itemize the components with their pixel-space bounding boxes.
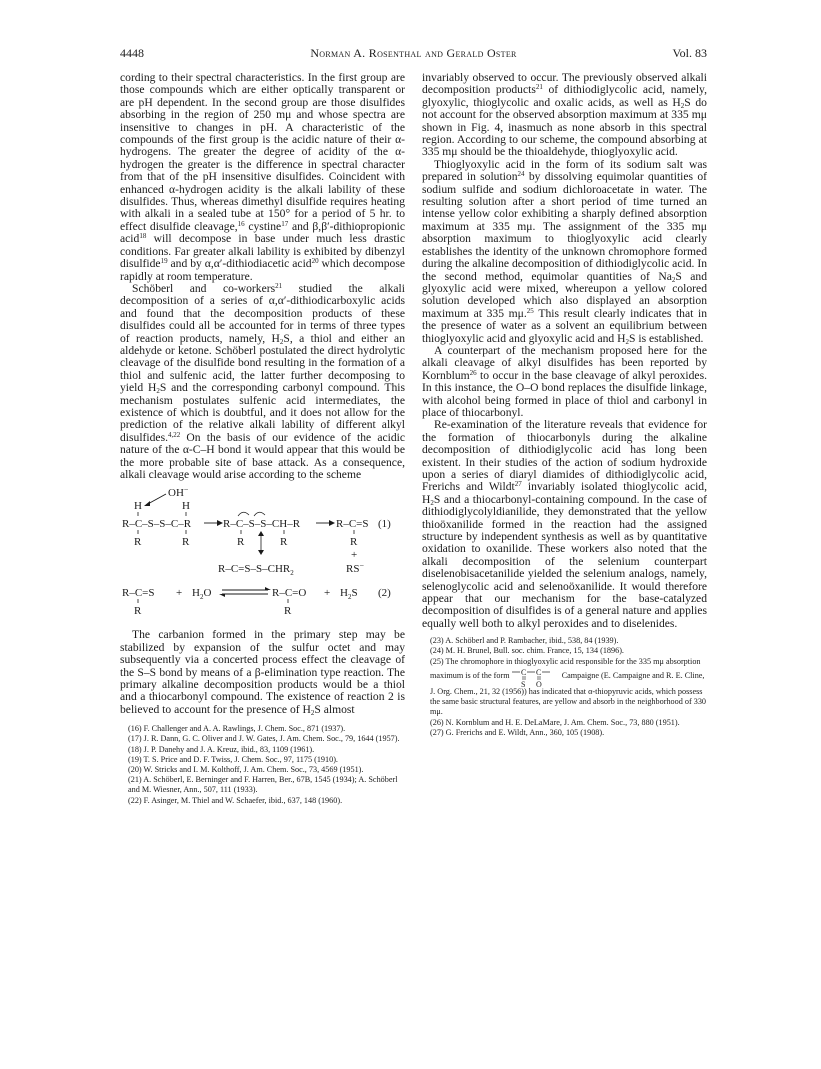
hydrogen-sulfide: $H_2S$ bbox=[340, 587, 358, 602]
svg-text:S: S bbox=[520, 679, 526, 687]
footnote: (17) J. R. Dann, G. C. Oliver and J. W. Gates, J. Am. Chem. Soc., 79, 1644 (1957). bbox=[128, 734, 400, 744]
paragraph: Thioglyoxylic acid in the form of its sodium salt was prepared in solution$^{24}$ by dissolving equimolar quantities of sodium sulfide and sodium dichloroacetate in water. The resulting solution after a short period of time turned an intense yellow color exhibiting a sharply defined absorption maximum at 335 mμ. The assignment of the 335 mμ absorption maximum to thioglyoxylic acid clearly establishes the identity of the unknown chromophore formed during the alkaline decomposition of dithiodiglycolic acid. In the second method, equimolar quantities of $Na_2S$ and glyoxylic acid were mixed, whereupon a yellow colored solution developed which also displayed an absorption maximum at 335 mμ.$^{25}$ This result clearly indicates that in the presence of water as a solvent an equilibrium between thioglyoxylic acid and glyoxylic acid and $H_2S$ is established. bbox=[422, 157, 708, 346]
hydrogen-label: H bbox=[182, 500, 190, 513]
hydrogen-label: H bbox=[134, 500, 142, 513]
paragraph: invariably observed to occur. The previously observed alkali decomposition products$^{21}$ of dithiodiglycolic acid, namely, glyoxylic, thioglycolic and oxalic acids, as well as $H_2S$ do not account for the observed absorption maximum at 335 mμ shown in Fig. 4, inasmuch as none absorb in this spectral region. According to our scheme, the compound absorbing at 335 mμ should be the thioaldehyde, thioglyoxylic acid. bbox=[422, 71, 707, 159]
hydroxide-label: OH− bbox=[168, 485, 189, 500]
footnote: (20) W. Stricks and I. M. Kolthoff, J. Am. Chem. Soc., 73, 4569 (1951). bbox=[128, 765, 364, 775]
thiolate-product: RS− bbox=[346, 561, 364, 576]
volume-number: Vol. 83 bbox=[672, 46, 707, 60]
svg-text:R: R bbox=[134, 536, 142, 549]
footnote: (26) N. Kornblum and H. E. DeLaMare, J. Am. Chem. Soc., 73, 880 (1951). bbox=[430, 717, 680, 727]
footnote: (25) The chromophore in thioglyoxylic acid responsible for the 335 mμ absorption maximum is of the form C C S O Campaigne (E. Campaigne and R. E. Cline, J. Org. Chem., 21, 32 (1956)) has indicated that α-thiopyruvic acids, which possess the same basic structural features, are yellow and absorb in the neighborhood of 330 mμ. bbox=[430, 656, 707, 717]
svg-text:+: + bbox=[176, 587, 183, 600]
footnote: (16) F. Challenger and A. A. Rawlings, J. Chem. Soc., 871 (1937). bbox=[128, 724, 346, 734]
svg-text:R: R bbox=[350, 536, 358, 549]
right-column bbox=[422, 72, 707, 738]
carbanion-intermediate: R–C–S–S–CH–R bbox=[223, 518, 301, 531]
arrow-head bbox=[144, 501, 150, 506]
svg-text:R: R bbox=[280, 536, 288, 549]
paragraph: The carbanion formed in the primary step may be stabilized by expansion of the sulfur octet and may subsequently via a concerted process effect the cleavage of the S–S bond by means of a β-elimination type reaction. The primary alkaline decomposition products would be a thiol and a thiocarbonyl compound. The existence of reaction 2 is believed to account for the presence of $H_2S$ almost bbox=[120, 628, 405, 717]
water: $H_2O$ bbox=[192, 587, 212, 602]
svg-text:+: + bbox=[351, 549, 358, 562]
svg-text:O: O bbox=[535, 679, 542, 687]
paragraph: Schöberl and co-workers$^{21}$ studied the alkali decomposition of a series of α,α′-dithiodicarboxylic acids and found that the decomposition products of these disulfides could all be accounted for in terms of three types of reaction products, namely, $H_2S$, a thiol and either an aldehyde or ketone. Schöberl postulated the direct hydrolytic cleavage of the disulfide bond resulting in the formation of a thiol and sulfenic acid, the latter further decomposing to yield $H_2S$ and the corresponding carbonyl compound. This mechanism postulates sulfenic acid intermediates, the existence of which is doubtful, and it does not allow for the prediction of the relative alkali lability of different alkyl disulfides.$^{4,22}$ On the basis of our evidence of the acidic nature of the α-C–H bond it would appear that this would be the more probable site of base attack. As a consequence, alkali cleavage would arise according to the scheme bbox=[120, 281, 406, 481]
equation-number-1: (1) bbox=[378, 518, 391, 531]
footnote: (27) G. Frerichs and E. Wildt, Ann., 360, 105 (1908). bbox=[430, 727, 605, 737]
footnote: (24) M. H. Brunel, Bull. soc. chim. France, 15, 134 (1896). bbox=[430, 646, 624, 656]
left-column bbox=[120, 72, 405, 806]
equation-number-2: (2) bbox=[378, 587, 391, 600]
reactant-disulfide: R–C–S–S–C–R bbox=[122, 518, 192, 531]
carbonyl-product: R–C=O bbox=[272, 587, 307, 600]
ylide-resonance-form: $R-C=S-S-CHR_2$ bbox=[218, 563, 294, 578]
chromophore-structure bbox=[512, 667, 560, 687]
page-number: 4448 bbox=[120, 46, 144, 60]
thiocarbonyl-product: R–C=S bbox=[336, 518, 369, 531]
paragraph: cording to their spectral characteristics. In the first group are those compounds which are either optically transparent or are pH dependent. In the second group are those disulfides absorbing in the region of 250 mμ and whose spectra are insensitive to changes in pH. A characteristic of the compounds of the first group is the acidic nature of their α-hydrogens. The greater the degree of acidity of the α-hydrogen the greater is the difference in spectral character from that of the pH insensitive disulfides. Coincident with enhanced α-hydrogen acidity is the alkali lability of these disulfides. Thus, whereas dimethyl disulfide requires heating with alkali in a sealed tube at 150° for a period of 5 hr. to effect disulfide cleavage,$^{16}$ cystine$^{17}$ and β,β′-dithiopropionic acid$^{18}$ will decompose in base under much less drastic conditions. Far greater alkali lability is exhibited by dibenzyl disulfide$^{19}$ and by α,α′-dithiodiacetic acid$^{20}$ which decompose rapidly at room temperature. bbox=[120, 71, 405, 283]
svg-text:C: C bbox=[520, 667, 526, 677]
footnote: (18) J. P. Danehy and J. A. Kreuz, ibid., 83, 1109 (1961). bbox=[128, 744, 315, 754]
svg-text:R: R bbox=[237, 536, 245, 549]
paragraph: Re-examination of the literature reveals that evidence for the formation of thiocarbonyls during the alkaline decomposition of dithiodiglycolic acid has long been existent. In their studies of the action of sodium hydroxide upon a series of diaryl diamides of dithiodiglycolic acid, Frerichs and Wildt$^{27}$ invariably isolated thioglycolic acid, $H_2S$ and a thiocarbonyl-containing compound. In the case of dithiodiglycolyldianilide, they demonstrated that the yellow thioöxanilide formed in the reaction had the assigned structure by independent synthesis as well as by quantitative oxidation to oxanilide. These workers also noted that the alkali decomposition of the selenium counterpart diselenobisacetanilide yielded the selenium analogs, namely, selenoglycolic acid and selenoöxanilide. It would therefore appear that our mechanism for the base-catalyzed decomposition of disulfides is of a general nature and applies equally well both to alkyl peroxides and to diselenides. bbox=[422, 418, 708, 630]
reaction-scheme bbox=[120, 485, 405, 623]
running-authors: Norman A. Rosenthal and Gerald Oster bbox=[310, 46, 517, 60]
svg-text:R: R bbox=[182, 536, 190, 549]
footnote: (23) A. Schöberl and P. Rambacher, ibid., 538, 84 (1939). bbox=[430, 636, 619, 646]
footnotes-left bbox=[120, 724, 405, 806]
svg-text:C: C bbox=[535, 667, 541, 677]
svg-text:R: R bbox=[134, 605, 142, 618]
footnote: (19) T. S. Price and D. F. Twiss, J. Chem. Soc., 97, 1175 (1910). bbox=[128, 754, 338, 764]
footnote: (22) F. Asinger, M. Thiel and W. Schaefer, ibid., 637, 148 (1960). bbox=[128, 795, 343, 805]
page-header bbox=[120, 46, 707, 62]
footnotes-right bbox=[422, 636, 707, 738]
svg-text:+: + bbox=[324, 587, 331, 600]
paragraph: A counterpart of the mechanism proposed here for the alkali cleavage of alkyl disulfides has been reported by Kornblum$^{26}$ to occur in the base cleavage of alkyl peroxides. In this instance, the O–O bond replaces the disulfide linkage, with alcohol being formed in place of thiol and carbonyl in place of thiocarbonyl. bbox=[422, 343, 707, 419]
hydrolysis-reactant: R–C=S bbox=[122, 587, 155, 600]
footnote: (21) A. Schöberl, E. Berninger and F. Harren, Ber., 67B, 1545 (1934); A. Schöberl and M. Wiesner, Ann., 507, 111 (1933). bbox=[128, 775, 398, 795]
svg-text:R: R bbox=[284, 605, 292, 618]
